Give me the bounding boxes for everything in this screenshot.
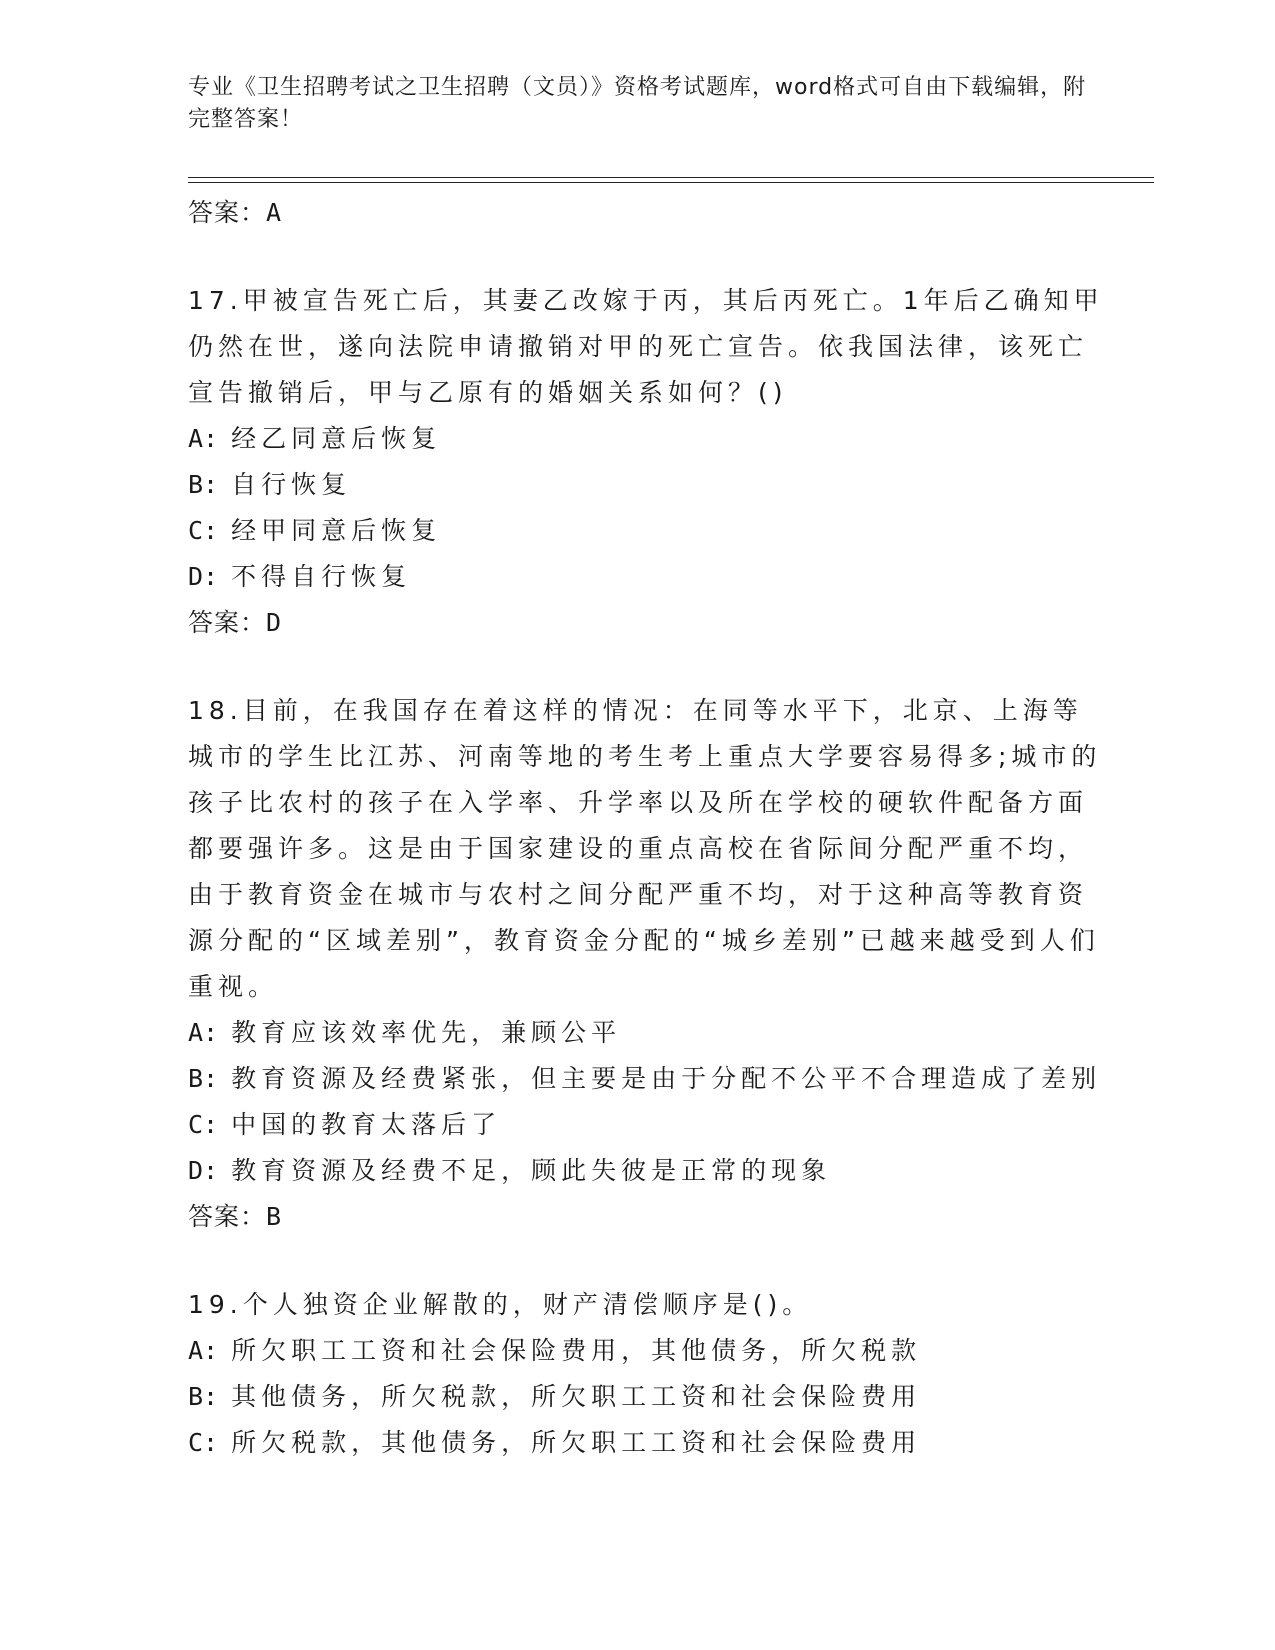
- option-letter: A:: [188, 1018, 219, 1047]
- question-19: [188, 1282, 1108, 1466]
- document-header: 专业《卫生招聘考试之卫生招聘（文员）》资格考试题库，word格式可自由下载编辑，附完整答案！: [188, 75, 1087, 132]
- option-text: 中国的教育太落后了: [231, 1110, 502, 1139]
- option-letter: C:: [188, 516, 219, 545]
- option-text: 所欠税款，其他债务，所欠职工工资和社会保险费用: [231, 1428, 922, 1457]
- answer-line: [188, 1194, 1108, 1240]
- answer-value: A: [266, 198, 283, 227]
- option-b: [188, 462, 1108, 508]
- option-letter: B:: [188, 1064, 219, 1093]
- option-letter: D:: [188, 1156, 219, 1185]
- question-text: 18.目前，在我国存在着这样的情况：在同等水平下，北京、上海等城市的学生比江苏、河南等地的考生考上重点大学要容易得多;城市的孩子比农村的孩子在入学率、升学率以及所在学校的硬软件配备方面都要强许多。这是由于国家建设的重点高校在省际间分配严重不均，由于教育资金在城市与农村之间分配严重不均，对于这种高等教育资源分配的“区域差别”，教育资金分配的“城乡差别”已越来越受到人们重视。: [188, 696, 1102, 1001]
- answer-label: 答案：: [188, 1202, 267, 1231]
- option-letter: B:: [188, 1382, 219, 1411]
- option-text: 教育资源及经费紧张，但主要是由于分配不公平不合理造成了差别: [231, 1064, 1102, 1093]
- question-18: [188, 688, 1108, 1240]
- question-text: 17.甲被宣告死亡后，其妻乙改嫁于丙，其后丙死亡。1年后乙确知甲仍然在世，遂向法院申请撤销对甲的死亡宣告。依我国法律，该死亡宣告撤销后，甲与乙原有的婚姻关系如何？(): [188, 286, 1104, 407]
- option-letter: D:: [188, 562, 219, 591]
- option-text: 经甲同意后恢复: [231, 516, 442, 545]
- option-a: [188, 416, 1108, 462]
- answer-line: [188, 190, 1108, 236]
- option-letter: B:: [188, 470, 219, 499]
- question-17: [188, 278, 1108, 646]
- option-c: [188, 508, 1108, 554]
- header-divider-top: [188, 177, 1154, 178]
- document-body: [188, 190, 1108, 1466]
- option-c: [188, 1420, 1108, 1466]
- option-text: 其他债务，所欠税款，所欠职工工资和社会保险费用: [231, 1382, 922, 1411]
- answer-label: 答案：: [188, 608, 267, 637]
- option-text: 所欠职工工资和社会保险费用，其他债务，所欠税款: [231, 1336, 922, 1365]
- option-text: 自行恢复: [231, 470, 352, 499]
- option-b: [188, 1374, 1108, 1420]
- option-letter: C:: [188, 1110, 219, 1139]
- answer-line: [188, 600, 1108, 646]
- option-a: [188, 1010, 1108, 1056]
- option-text: 经乙同意后恢复: [231, 424, 442, 453]
- option-letter: A:: [188, 424, 219, 453]
- option-text: 教育应该效率优先，兼顾公平: [231, 1018, 622, 1047]
- option-d: [188, 554, 1108, 600]
- option-b: [188, 1056, 1108, 1102]
- header-divider-bottom: [188, 182, 1154, 183]
- answer-label: 答案：: [188, 198, 267, 227]
- option-text: 教育资源及经费不足，顾此失彼是正常的现象: [231, 1156, 832, 1185]
- answer-value: D: [266, 608, 283, 637]
- option-c: [188, 1102, 1108, 1148]
- option-a: [188, 1328, 1108, 1374]
- option-text: 不得自行恢复: [231, 562, 412, 591]
- option-d: [188, 1148, 1108, 1194]
- option-letter: A:: [188, 1336, 219, 1365]
- answer-value: B: [266, 1202, 283, 1231]
- question-text: 19.个人独资企业解散的，财产清偿顺序是()。: [188, 1290, 813, 1319]
- option-letter: C:: [188, 1428, 219, 1457]
